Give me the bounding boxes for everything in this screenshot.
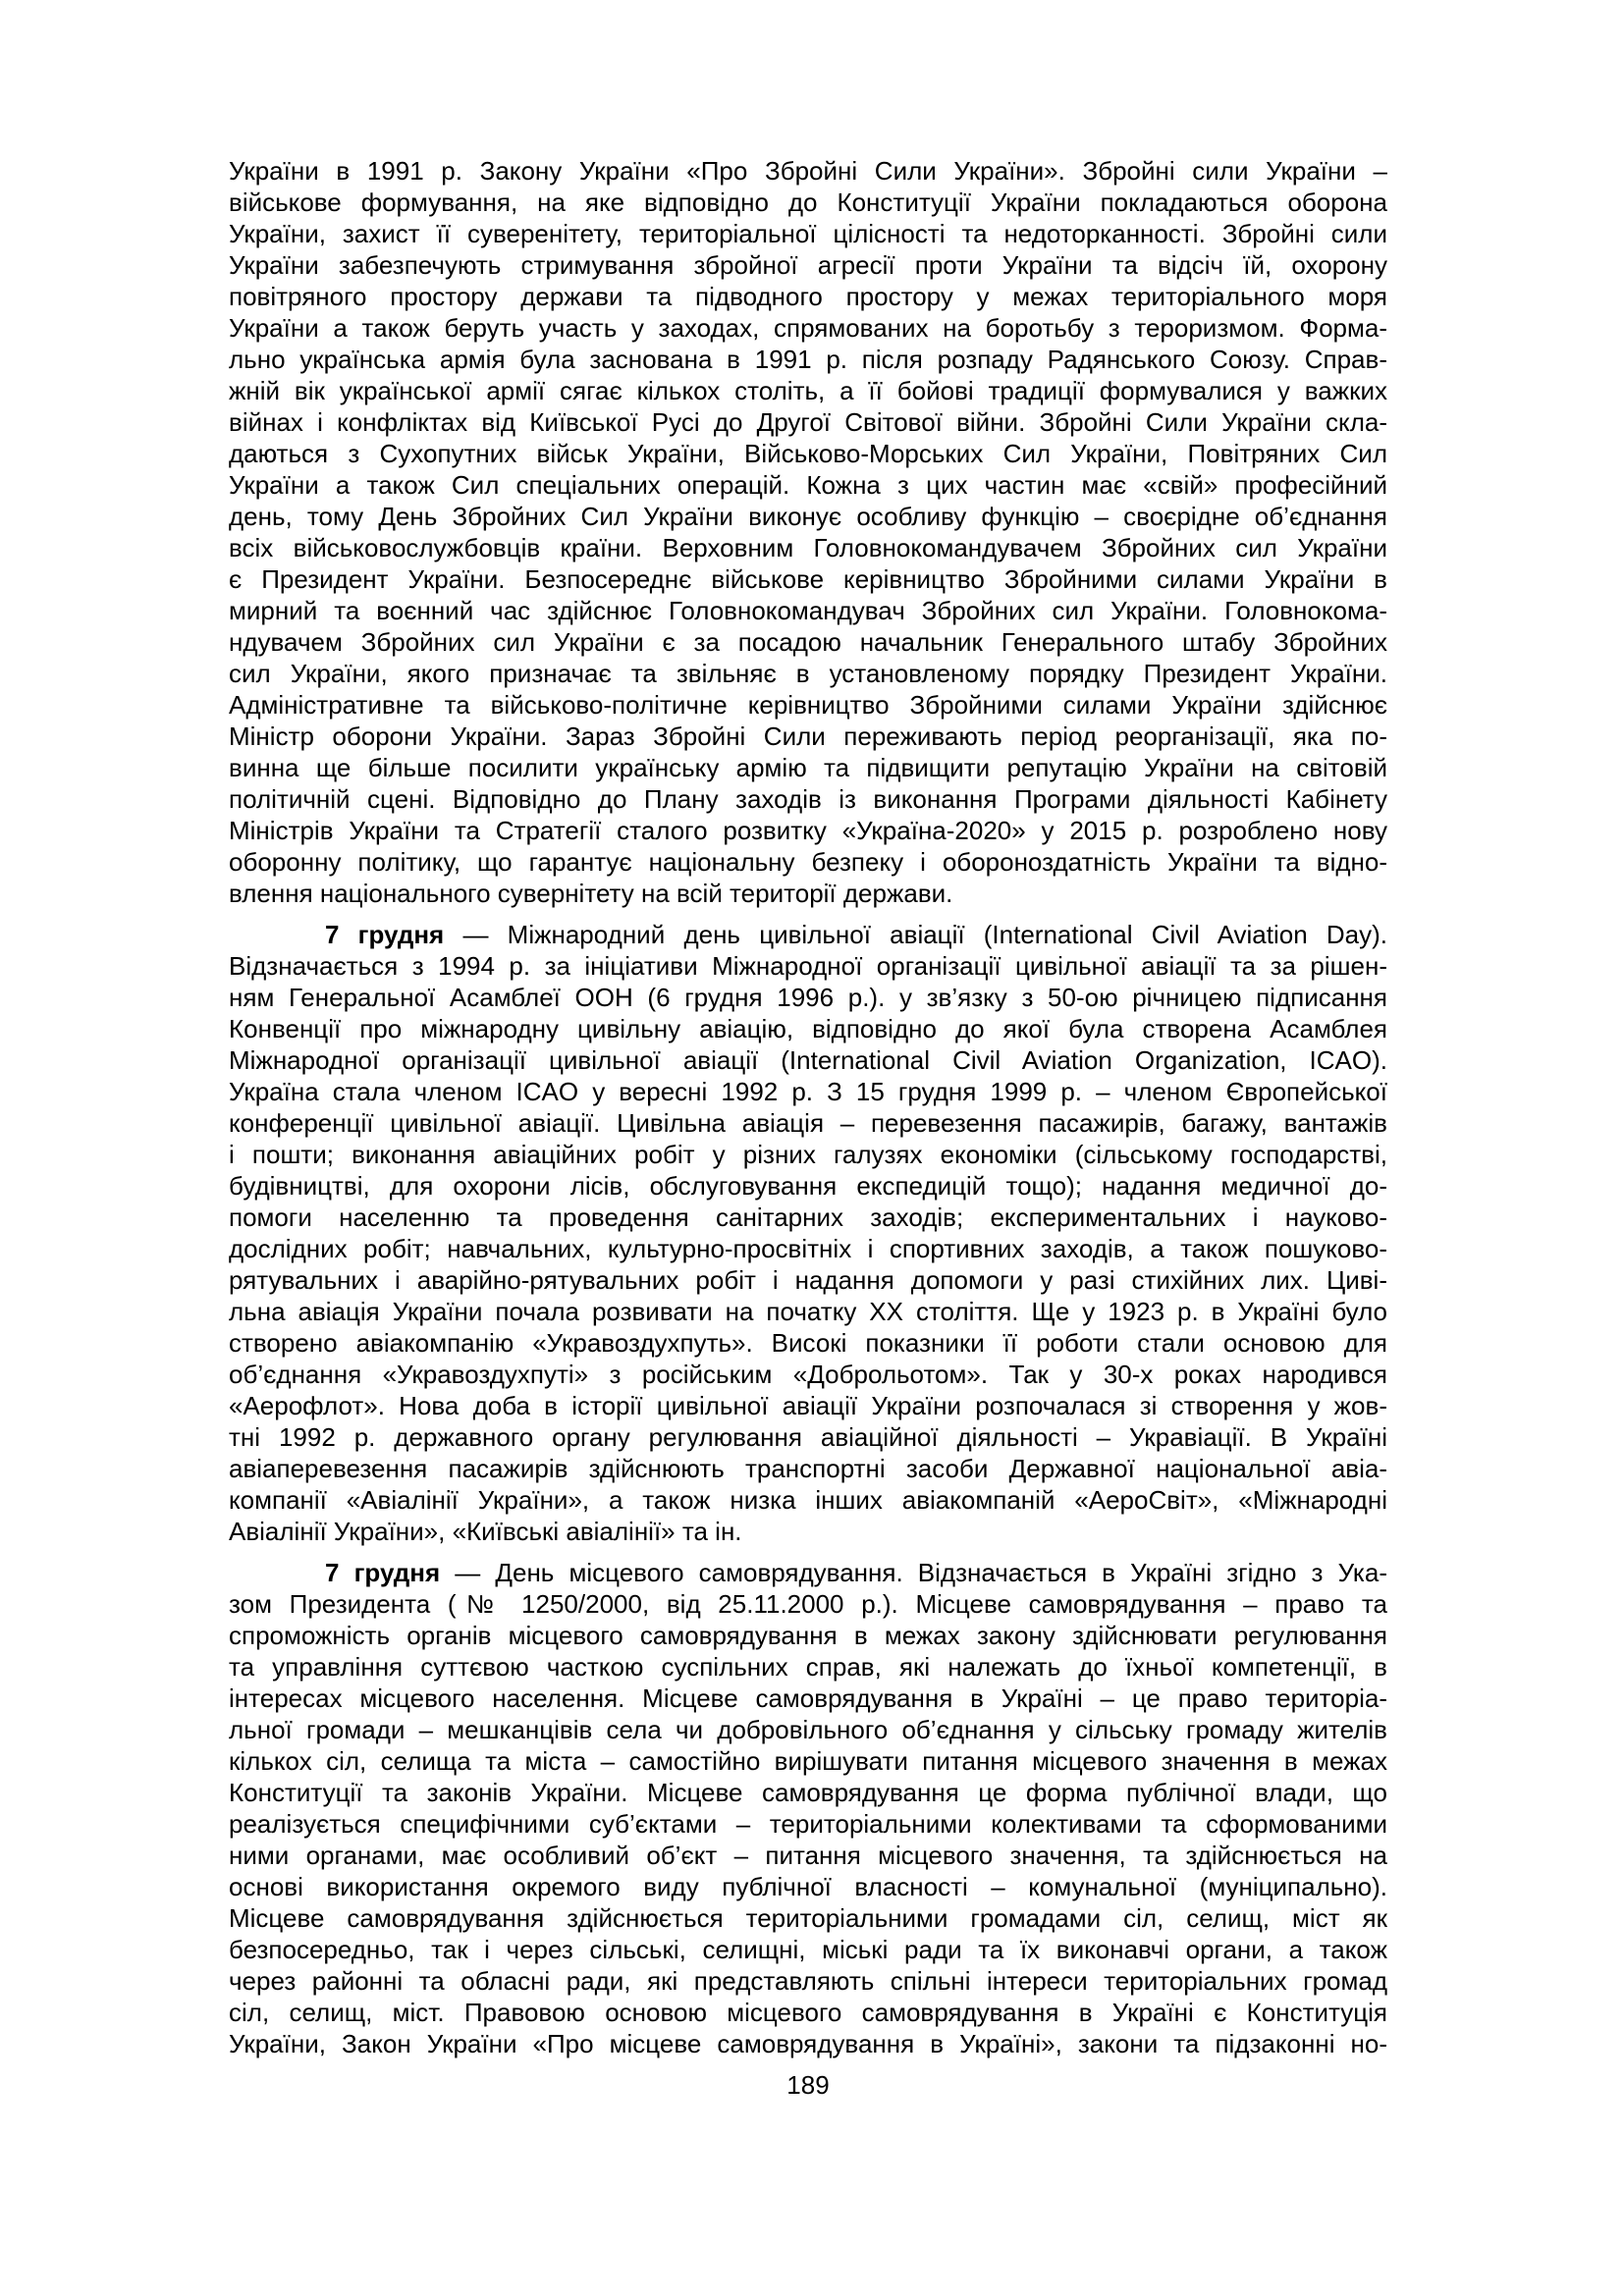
- text-line: влення національного сувернітету на всій території держави.: [229, 879, 953, 908]
- text-line: безпосередньо, так і через сільські, селищні, міські ради та їх виконавчі органи, а також: [229, 1935, 1387, 1964]
- text-line: дослідних робіт; навчальних, культурно-просвітніх і спортивних заходів, а також пошуково-: [229, 1234, 1387, 1263]
- text-line: жній вік української армії сягає кількох століть, а її бойові традиції формувалися у важких: [229, 376, 1387, 405]
- date-lead: 7 грудня: [325, 1558, 441, 1587]
- text-line: будівництві, для охорони лісів, обслуговування експедицій тощо); надання медичної до-: [229, 1171, 1387, 1201]
- text-line: та управління суттєвою часткою суспільних справ, які належать до їхньої компетенції, в: [229, 1652, 1387, 1682]
- text-line: Міністрів України та Стратегії сталого розвитку «Україна-2020» у 2015 р. розроблено нову: [229, 816, 1387, 845]
- text-line: основі використання окремого виду публічної власності – комунальної (муніципально).: [229, 1872, 1387, 1901]
- text-line: зом Президента (№ 1250/2000, від 25.11.2000 р.). Місцеве самоврядування – право та: [229, 1589, 1387, 1619]
- text-line: військове формування, на яке відповідно до Конституції України покладаються оборона: [229, 187, 1387, 217]
- text-line: сіл, селищ, міст. Правовою основою місцевого самоврядування в Україні є Конституція: [229, 1998, 1387, 2027]
- text-line: «Аерофлот». Нова доба в історії цивільної авіації України розпочалася зі створення у жов-: [229, 1391, 1387, 1420]
- text-line: авіаперевезення пасажирів здійснюють транспортні засоби Державної національної авіа-: [229, 1454, 1387, 1483]
- text-line: оборонну політику, що гарантує національну безпеку і обороноздатність України та відно-: [229, 847, 1387, 877]
- text-line: України а також Сил спеціальних операцій. Кожна з цих частин має «свій» професійний: [229, 470, 1387, 500]
- text-line: ними органами, має особливий об’єкт – питання місцевого значення, та здійснюється на: [229, 1841, 1387, 1870]
- first-line-text: — Міжнародний день цивільної авіації (International Civil Aviation Day).: [444, 920, 1387, 949]
- text-line: України в 1991 р. Закону України «Про Збройні Сили України». Збройні сили України –: [229, 156, 1387, 186]
- text-line: день, тому День Збройних Сил України виконує особливу функцію – своєрідне об’єднання: [229, 502, 1387, 531]
- text-line: і пошти; виконання авіаційних робіт у різних галузях економіки (сільському господарстві,: [229, 1140, 1387, 1169]
- text-line: є Президент України. Безпосереднє військове керівництво Збройними силами України в: [229, 564, 1387, 594]
- text-line: Адміністративне та військово-політичне керівництво Збройними силами України здійснює: [229, 690, 1387, 720]
- text-line: Відзначається з 1994 р. за ініціативи Міжнародної організації цивільної авіації та за рішен-: [229, 951, 1387, 981]
- paragraph-armed-forces: [229, 155, 1387, 909]
- text-line: тні 1992 р. державного органу регулювання авіаційної діяльності – Укравіації. В Україні: [229, 1422, 1387, 1452]
- text-line: Авіалінії України», «Київські авіалінії» та ін.: [229, 1517, 742, 1546]
- text-line: Міжнародної організації цивільної авіації (International Civil Aviation Organization, ICAO).: [229, 1045, 1387, 1075]
- paragraph-first-line: [229, 1557, 1387, 1588]
- text-line: інтересах місцевого населення. Місцеве самоврядування в Україні – це право територіа-: [229, 1683, 1387, 1713]
- paragraph-local-self-government-day: [229, 1557, 1387, 2059]
- text-line: рятувальних і аварійно-рятувальних робіт і надання допомоги у разі стихійних лих. Циві-: [229, 1265, 1387, 1295]
- text-line: реалізується специфічними суб’єктами – територіальними колективами та сформованими: [229, 1809, 1387, 1839]
- text-line: Конституції та законів України. Місцеве самоврядування це форма публічної влади, що: [229, 1778, 1387, 1807]
- text-line: кількох сіл, селища та міста – самостійно вирішувати питання місцевого значення в межах: [229, 1746, 1387, 1776]
- text-line: винна ще більше посилити українську армію та підвищити репутацію України на світовій: [229, 753, 1387, 782]
- text-line: об’єднання «Укравоздухпуті» з російським «Доброльотом». Так у 30-х роках народився: [229, 1360, 1387, 1389]
- text-line: даються з Сухопутних військ України, Військово-Морських Сил України, Повітряних Сил: [229, 439, 1387, 468]
- text-line: Місцеве самоврядування здійснюється територіальними громадами сіл, селищ, міст як: [229, 1903, 1387, 1933]
- text-line: України, захист її суверенітету, територіальної цілісності та недоторканності. Збройні сили: [229, 219, 1387, 248]
- page-text-block: [229, 155, 1387, 2101]
- first-line-text: — День місцевого самоврядування. Відзначається в Україні згідно з Ука-: [440, 1558, 1387, 1587]
- text-line: сил України, якого призначає та звільняє в установленому порядку Президент України.: [229, 659, 1387, 688]
- text-line: льно українська армія була заснована в 1991 р. після розпаду Радянського Союзу. Справ-: [229, 345, 1387, 374]
- paragraph-first-line: [229, 919, 1387, 950]
- text-line: спроможність органів місцевого самоврядування в межах закону здійснювати регулювання: [229, 1621, 1387, 1650]
- text-line: Україна стала членом ICAO у вересні 1992 р. З 15 грудня 1999 р. – членом Європейської: [229, 1077, 1387, 1106]
- text-line: України забезпечують стримування збройної агресії проти України та відсіч їй, охорону: [229, 250, 1387, 280]
- text-line: через районні та обласні ради, які представляють спільні інтереси територіальних громад: [229, 1966, 1387, 1996]
- text-line: повітряного простору держави та підводного простору у межах територіального моря: [229, 282, 1387, 311]
- paragraph-civil-aviation-day: [229, 919, 1387, 1547]
- date-lead: 7 грудня: [325, 920, 445, 949]
- text-line: політичній сцені. Відповідно до Плану заходів із виконання Програми діяльності Кабінету: [229, 784, 1387, 814]
- text-line: створено авіакомпанію «Укравоздухпуть». Високі показники її роботи стали основою для: [229, 1328, 1387, 1358]
- text-line: України, Закон України «Про місцеве самоврядування в Україні», закони та підзаконні но-: [229, 2029, 1387, 2058]
- text-line: помоги населенню та проведення санітарних заходів; експериментальних і науково-: [229, 1202, 1387, 1232]
- text-line: ндувачем Збройних сил України є за посадою начальник Генерального штабу Збройних: [229, 627, 1387, 657]
- text-line: льна авіація України почала розвивати на початку XX століття. Ще у 1923 р. в Україні було: [229, 1297, 1387, 1326]
- text-line: конференції цивільної авіації. Цивільна авіація – перевезення пасажирів, багажу, вантажів: [229, 1108, 1387, 1138]
- text-line: Міністр оборони України. Зараз Збройні Сили переживають період реорганізації, яка по-: [229, 721, 1387, 751]
- text-line: України а також беруть участь у заходах, спрямованих на боротьбу з тероризмом. Форма-: [229, 313, 1387, 343]
- text-line: компанії «Авіалінії України», а також низка інших авіакомпаній «АероСвіт», «Міжнародні: [229, 1485, 1387, 1515]
- text-line: Конвенції про міжнародну цивільну авіацію, відповідно до якої була створена Асамблея: [229, 1014, 1387, 1043]
- text-line: мирний та воєнний час здійснює Головнокомандувач Збройних сил України. Головнокома-: [229, 596, 1387, 625]
- page-number: 189: [786, 2070, 830, 2100]
- text-line: війнах і конфліктах від Київської Русі до Другої Світової війни. Збройні Сили України скла-: [229, 407, 1387, 437]
- text-line: всіх військовослужбовців країни. Верховним Головнокомандувачем Збройних сил України: [229, 533, 1387, 562]
- text-line: ням Генеральної Асамблеї ООН (6 грудня 1996 р.). у зв’язку з 50-ою річницею підписання: [229, 983, 1387, 1012]
- text-line: льної громади – мешканцівів села чи добровільного об’єднання у сільську громаду жителів: [229, 1715, 1387, 1744]
